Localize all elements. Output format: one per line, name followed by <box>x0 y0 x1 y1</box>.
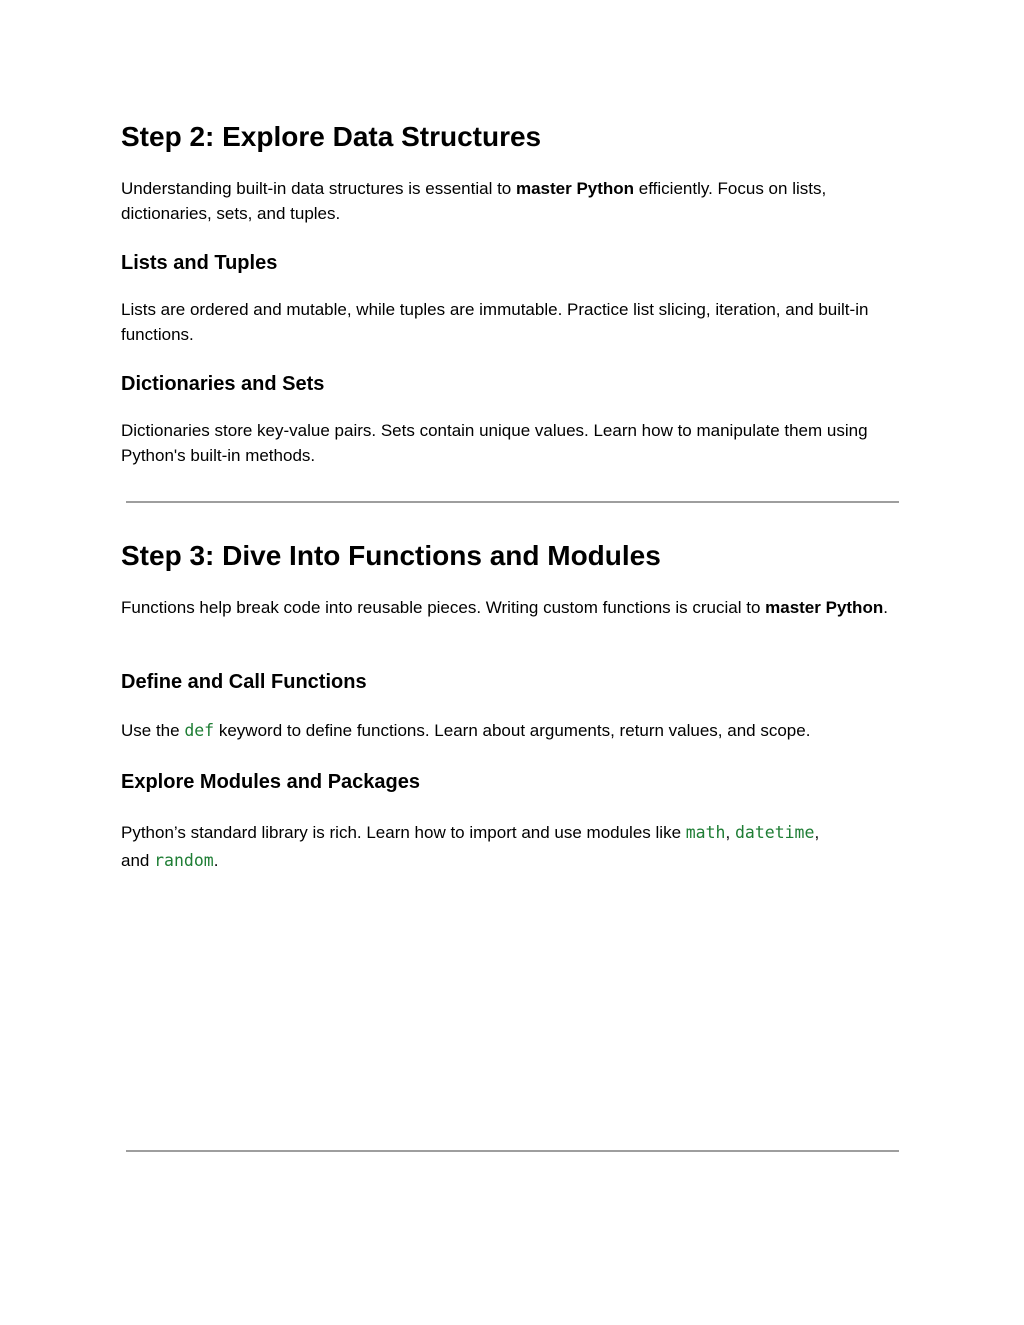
modules-sep-2: , <box>814 823 820 842</box>
step2-intro-bold: master Python <box>515 179 635 198</box>
define-text-1: Use the <box>121 721 185 740</box>
step2-intro <box>121 177 896 226</box>
step3-intro-text-1: Functions help break code into reusable pieces. Writing custom functions is crucial to <box>121 598 766 617</box>
dicts-sets-text: Dictionaries store key-value pairs. Sets contain unique values. Learn how to manipulate them using Python's built-in methods. <box>121 421 868 465</box>
define-text-2: keyword to define functions. Learn about arguments, return values, and scope. <box>214 721 811 740</box>
modules-end: . <box>213 851 219 870</box>
step2-intro-text-1: Understanding built-in data structures is essential to <box>121 179 516 198</box>
modules-text <box>121 819 896 875</box>
modules-heading: Explore Modules and Packages <box>121 771 420 793</box>
step3-intro-text-2: . <box>883 598 888 617</box>
step2-intro-text-2: efficiently. Focus on lists, dictionaries, sets, and tuples. <box>121 179 827 223</box>
lists-tuples-text: Lists are ordered and mutable, while tuples are immutable. Practice list slicing, iteration, and built-in functions. <box>121 300 869 344</box>
modules-text-1: Python’s standard library is rich. Learn how to import and use modules like <box>121 823 686 842</box>
section-divider-2 <box>126 1150 899 1152</box>
modules-sep-3: and <box>121 851 155 870</box>
define-functions-text <box>121 719 896 744</box>
define-functions-heading: Define and Call Functions <box>121 671 367 693</box>
random-code: random <box>154 851 214 870</box>
dicts-sets-heading: Dictionaries and Sets <box>121 373 325 395</box>
step2-title: Step 2: Explore Data Structures <box>121 121 542 152</box>
section-divider-1 <box>126 501 899 503</box>
step3-title: Step 3: Dive Into Functions and Modules <box>121 540 661 571</box>
step3-intro <box>121 596 896 621</box>
step3-intro-bold: master Python <box>765 598 884 617</box>
datetime-code: datetime <box>734 823 815 842</box>
lists-tuples-heading: Lists and Tuples <box>121 252 278 274</box>
modules-sep-1: , <box>725 823 735 842</box>
math-code: math <box>685 823 726 842</box>
def-code: def <box>184 721 215 740</box>
